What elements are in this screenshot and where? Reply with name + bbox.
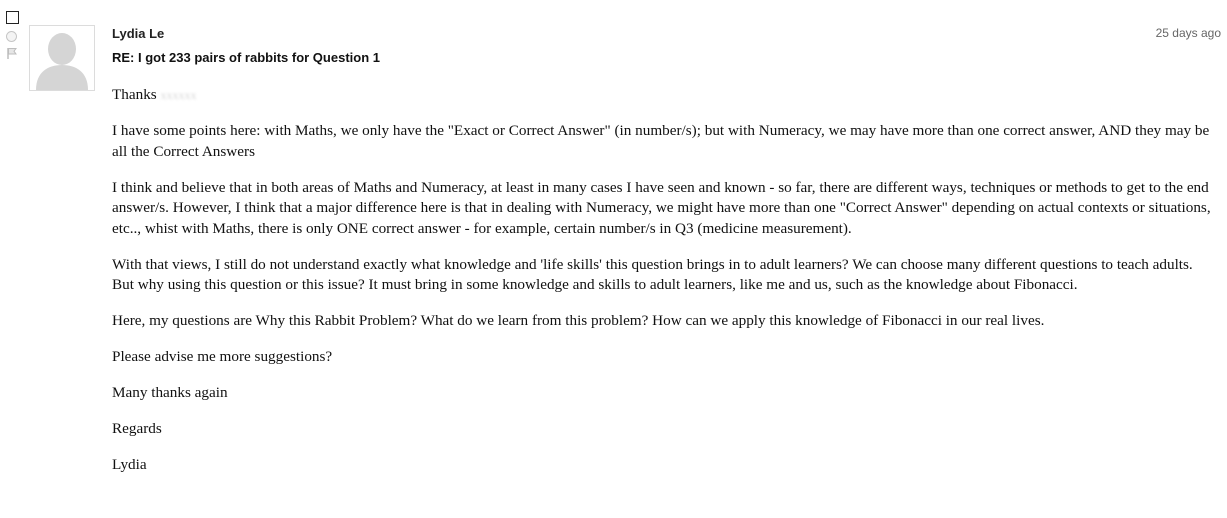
redacted-name: xxxxxx <box>160 88 197 102</box>
body-paragraph: Regards <box>112 420 162 437</box>
post-timestamp: 25 days ago <box>1155 26 1221 40</box>
greeting-text: Thanks <box>112 86 157 103</box>
body-paragraph: I think and believe that in both areas of Maths and Numeracy, at least in many cases I have seen and known - so far, there are different ways, techniques or methods to get to the end answer/s. However, I think that a major difference here is that in dealing with Numeracy, we might have more than one "Correct Answer" depending on actual contexts or situations, etc.., whist with Maths, there is only ONE correct answer - for example, certain number/s in Q3 (medicine measurement). <box>112 178 1211 237</box>
flag-icon[interactable] <box>6 47 18 59</box>
author-name[interactable]: Lydia Le <box>112 26 165 41</box>
post-subject: RE: I got 233 pairs of rabbits for Question 1 <box>112 50 380 65</box>
body-paragraph: Many thanks again <box>112 384 228 401</box>
avatar[interactable] <box>29 25 95 91</box>
body-paragraph: I have some points here: with Maths, we only have the "Exact or Correct Answer" (in number/s); but with Numeracy, we may have more than one correct answer, AND they may be all the Correct Answers <box>112 122 1210 160</box>
body-paragraph: Please advise me more suggestions? <box>112 348 333 365</box>
user-silhouette-icon <box>30 26 94 90</box>
post-body <box>112 85 1212 491</box>
body-paragraph: With that views, I still do not understand exactly what knowledge and 'life skills' this question brings in to adult learners? We can choose many different questions to teach adults. But why using this question or this issue? It must bring in some knowledge and skills to adult learners, like me and us, such as the knowledge about Fibonacci. <box>112 255 1193 293</box>
post-controls <box>6 11 20 64</box>
status-radio-icon[interactable] <box>6 31 17 42</box>
body-paragraph: Lydia <box>112 456 147 473</box>
select-checkbox[interactable] <box>6 11 19 24</box>
body-paragraph: Here, my questions are Why this Rabbit Problem? What do we learn from this problem? How can we apply this knowledge of Fibonacci in our real lives. <box>112 312 1045 329</box>
greeting-line <box>112 85 1212 106</box>
